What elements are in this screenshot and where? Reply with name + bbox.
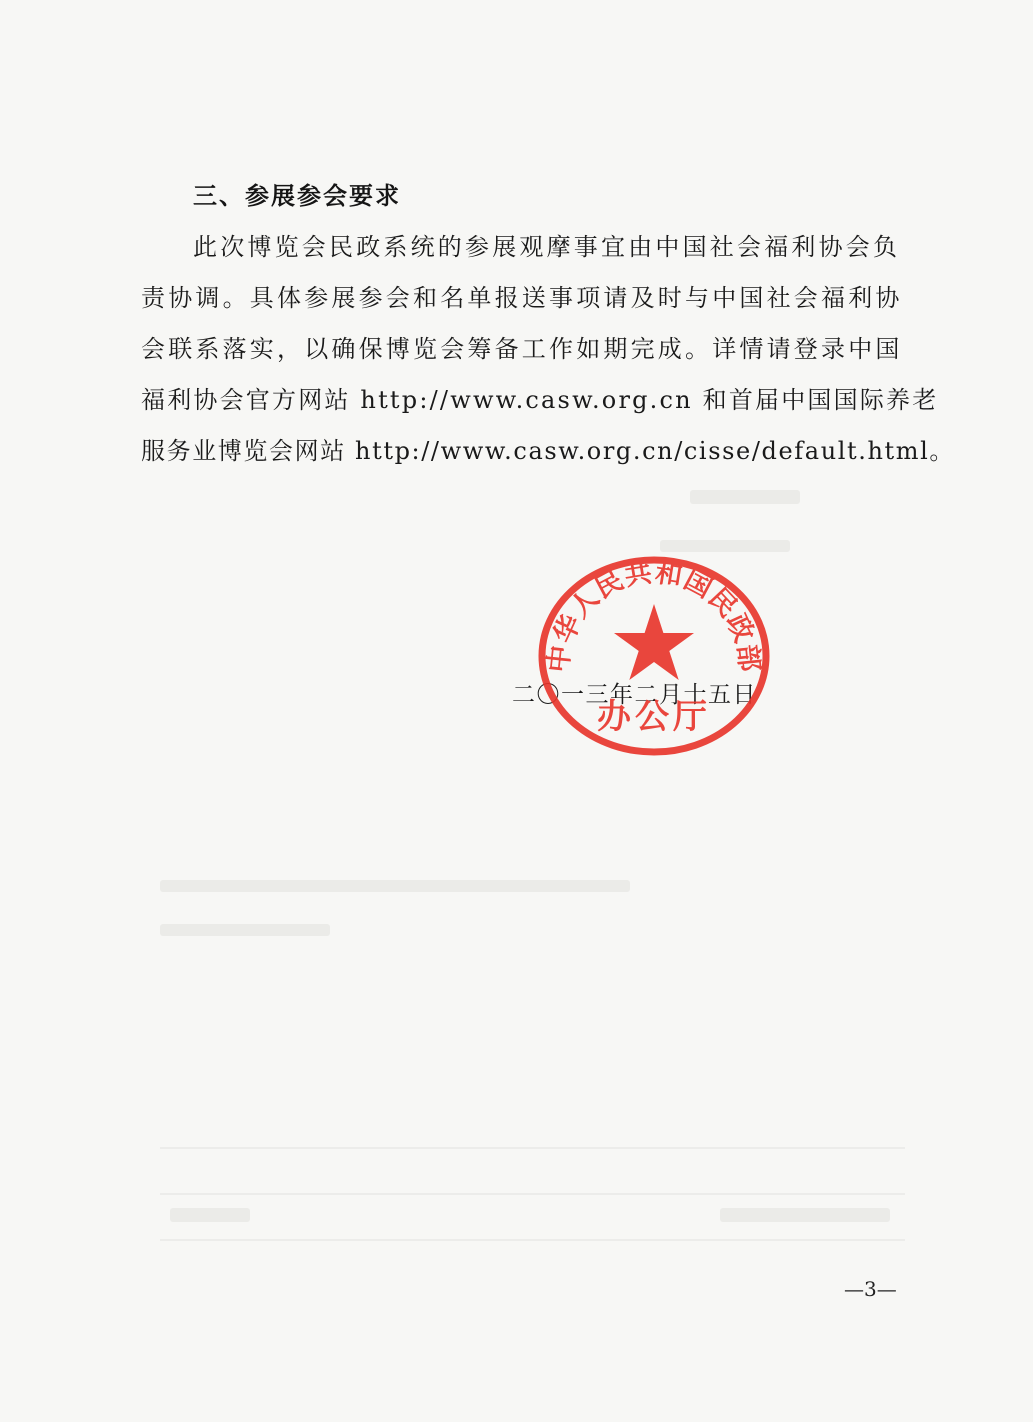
svg-text:办公厅: 办公厅 [597,697,711,737]
section-heading: 三、参展参会要求 [193,182,401,210]
page-number: —3— [844,1277,897,1301]
official-seal-stamp [538,556,770,756]
paragraph-line: 会联系落实，以确保博览会筹备工作如期完成。详情请登录中国 [141,335,903,363]
paragraph-line: 福利协会官方网站 http://www.casw.org.cn 和首届中国国际养老 [141,386,939,414]
svg-text:中华人民共和国民政部: 中华人民共和国民政部 [543,557,765,674]
paragraph-line: 服务业博览会网站 http://www.casw.org.cn/cisse/default.html。 [141,437,956,465]
paragraph-line: 此次博览会民政系统的参展观摩事宜由中国社会福利协会负 [193,233,901,261]
issue-date: 二〇一三年二月十五日 [512,682,757,708]
paragraph-line: 责协调。具体参展参会和名单报送事项请及时与中国社会福利协 [141,284,903,312]
